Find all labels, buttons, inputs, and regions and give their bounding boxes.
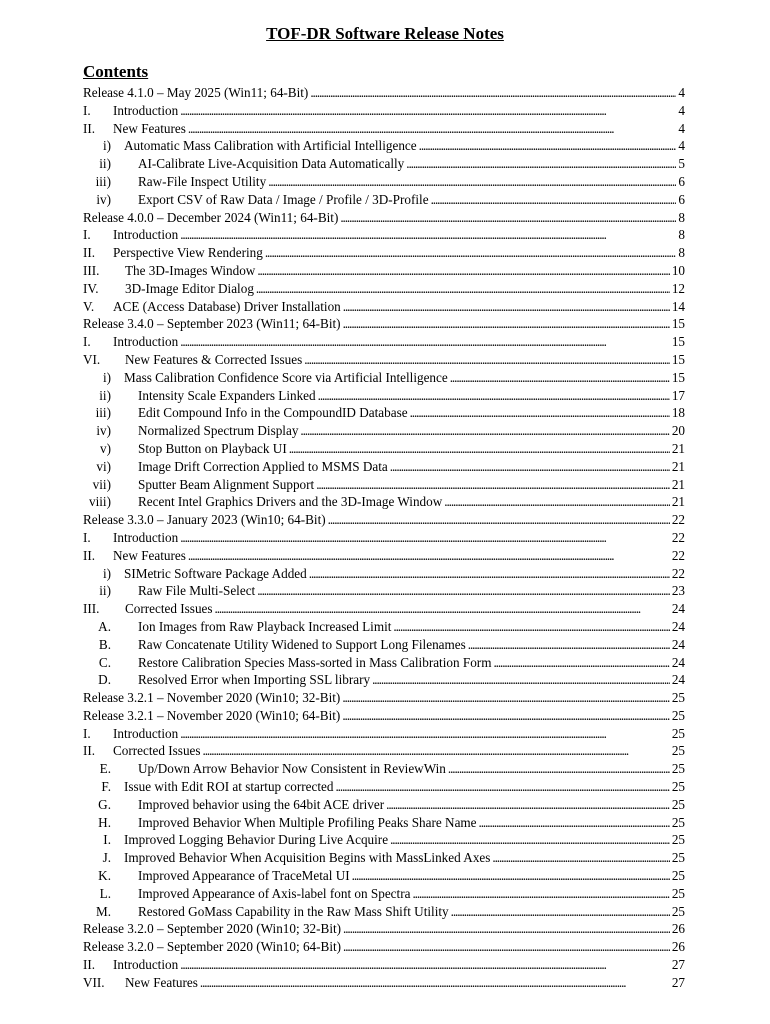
toc-entry[interactable] bbox=[83, 493, 685, 511]
toc-entry-number: ii) bbox=[99, 583, 111, 599]
toc-entry[interactable] bbox=[83, 831, 685, 849]
toc-page-number: 24 bbox=[671, 636, 685, 652]
toc-dot-leader bbox=[444, 493, 670, 511]
toc-page-number: 25 bbox=[671, 814, 685, 830]
document-title: TOF-DR Software Release Notes bbox=[266, 24, 504, 43]
toc-page-number: 21 bbox=[671, 476, 685, 492]
toc-page-number: 25 bbox=[671, 743, 685, 759]
toc-entry[interactable] bbox=[83, 920, 685, 938]
toc-entry-title: Release 3.2.0 – September 2020 (Win10; 64-Bit) bbox=[83, 939, 342, 955]
toc-dot-leader bbox=[256, 280, 670, 298]
toc-dot-leader bbox=[431, 191, 677, 209]
toc-entry-number: I. bbox=[83, 529, 91, 545]
toc-page-number: 10 bbox=[671, 262, 685, 278]
toc-entry-title: Corrected Issues bbox=[113, 743, 201, 759]
toc-entry-number: ii) bbox=[99, 387, 111, 403]
toc-entry-title: Export CSV of Raw Data / Image / Profile / 3D-Profile bbox=[138, 191, 429, 207]
toc-dot-leader bbox=[188, 547, 670, 565]
toc-page-number: 20 bbox=[671, 423, 685, 439]
toc-entry-number: G. bbox=[98, 796, 111, 812]
toc-entry-title: 3D-Image Editor Dialog bbox=[125, 280, 254, 296]
toc-entry-title: Release 4.0.0 – December 2024 (Win11; 64-Bit) bbox=[83, 209, 339, 225]
toc-dot-leader bbox=[410, 404, 670, 422]
toc-dot-leader bbox=[180, 226, 676, 244]
toc-page-number: 4 bbox=[678, 138, 685, 154]
toc-entry-title: Introduction bbox=[113, 102, 179, 118]
toc-entry[interactable] bbox=[83, 636, 685, 654]
toc-page-number: 15 bbox=[671, 316, 685, 332]
toc-page-number: 25 bbox=[671, 761, 685, 777]
toc-entry[interactable] bbox=[83, 155, 685, 173]
toc-page-number: 5 bbox=[678, 156, 685, 172]
toc-entry-title: Release 3.2.1 – November 2020 (Win10; 64-Bit) bbox=[83, 707, 341, 723]
toc-page-number: 24 bbox=[671, 618, 685, 634]
toc-dot-leader bbox=[300, 422, 669, 440]
toc-entry[interactable] bbox=[83, 974, 685, 992]
toc-entry[interactable] bbox=[83, 298, 685, 316]
toc-entry-title: Corrected Issues bbox=[125, 601, 213, 617]
toc-page-number: 22 bbox=[671, 512, 685, 528]
toc-entry[interactable] bbox=[83, 885, 685, 903]
toc-entry[interactable] bbox=[83, 191, 685, 209]
toc-entry-number: C. bbox=[98, 654, 111, 670]
toc-entry-number: VI. bbox=[83, 351, 101, 367]
toc-entry-number: I. bbox=[83, 227, 91, 243]
toc-entry[interactable] bbox=[83, 440, 685, 458]
toc-entry-number: i) bbox=[102, 138, 111, 154]
toc-dot-leader bbox=[265, 244, 677, 262]
toc-entry[interactable] bbox=[83, 725, 685, 743]
toc-entry-title: Release 4.1.0 – May 2025 (Win11; 64-Bit) bbox=[83, 85, 309, 100]
toc-entry-title: Up/Down Arrow Behavior Now Consistent in ReviewWin bbox=[138, 761, 446, 777]
toc-page-number: 26 bbox=[671, 939, 685, 955]
toc-page-number: 25 bbox=[671, 903, 685, 919]
toc-dot-leader bbox=[412, 885, 669, 903]
toc-page-number: 8 bbox=[678, 245, 685, 261]
toc-entry[interactable] bbox=[83, 173, 685, 191]
toc-entry[interactable] bbox=[83, 796, 685, 814]
toc-page-number: 21 bbox=[671, 458, 685, 474]
toc-entry[interactable] bbox=[83, 315, 685, 333]
toc-dot-leader bbox=[257, 262, 669, 280]
toc-entry-title: Raw Concatenate Utility Widened to Support Long Filenames bbox=[138, 636, 466, 652]
toc-page-number: 24 bbox=[671, 654, 685, 670]
toc-entry-number: I. bbox=[83, 725, 91, 741]
toc-page-number: 25 bbox=[671, 690, 685, 706]
toc-dot-leader bbox=[188, 120, 677, 138]
toc-entry-number: II. bbox=[83, 957, 96, 973]
toc-entry-title: Ion Images from Raw Playback Increased Limit bbox=[138, 618, 392, 634]
toc-entry-number: H. bbox=[98, 814, 111, 830]
toc-page-number: 6 bbox=[678, 173, 685, 189]
toc-entry-title: Resolved Error when Importing SSL library bbox=[138, 672, 371, 688]
toc-entry-number: I. bbox=[83, 102, 91, 118]
toc-entry-number: II. bbox=[83, 743, 96, 759]
toc-entry-number: B. bbox=[98, 636, 111, 652]
toc-dot-leader bbox=[257, 582, 670, 600]
toc-entry-title: Release 3.3.0 – January 2023 (Win10; 64-Bit) bbox=[83, 512, 326, 528]
toc-entry[interactable] bbox=[83, 120, 685, 138]
toc-entry-number: E. bbox=[99, 761, 111, 777]
toc-dot-leader bbox=[180, 529, 670, 547]
toc-page-number: 8 bbox=[678, 227, 685, 243]
toc-page-number: 4 bbox=[678, 120, 685, 136]
toc-entry[interactable] bbox=[83, 262, 685, 280]
toc-page-number: 25 bbox=[671, 850, 685, 866]
toc-dot-leader bbox=[419, 137, 677, 155]
toc-entry-title: Release 3.2.1 – November 2020 (Win10; 32-Bit) bbox=[83, 690, 341, 706]
toc-dot-leader bbox=[203, 742, 670, 760]
toc-entry-number: i) bbox=[102, 369, 111, 385]
toc-entry[interactable] bbox=[83, 849, 685, 867]
toc-page-number: 25 bbox=[671, 868, 685, 884]
toc-entry-title: Normalized Spectrum Display bbox=[138, 423, 299, 439]
toc-entry[interactable] bbox=[83, 671, 685, 689]
toc-entry[interactable] bbox=[83, 689, 685, 707]
toc-entry-title: Improved Logging Behavior During Live Acquire bbox=[124, 832, 389, 848]
toc-entry[interactable] bbox=[83, 387, 685, 405]
toc-dot-leader bbox=[343, 938, 670, 956]
toc-dot-leader bbox=[352, 867, 670, 885]
toc-entry[interactable] bbox=[83, 938, 685, 956]
toc-dot-leader bbox=[343, 315, 670, 333]
toc-entry-title: New Features bbox=[113, 547, 186, 563]
toc-page-number: 4 bbox=[678, 85, 685, 100]
toc-entry-number: viii) bbox=[89, 494, 111, 510]
toc-entry[interactable] bbox=[83, 226, 685, 244]
toc-entry[interactable] bbox=[83, 903, 685, 921]
toc-entry-title: Introduction bbox=[113, 227, 179, 243]
toc-entry-number: I. bbox=[83, 334, 91, 350]
toc-dot-leader bbox=[268, 173, 676, 191]
toc-dot-leader bbox=[451, 903, 670, 921]
toc-page-number: 25 bbox=[671, 796, 685, 812]
toc-entry-number: II. bbox=[83, 547, 96, 563]
toc-entry[interactable] bbox=[83, 280, 685, 298]
toc-dot-leader bbox=[340, 209, 676, 227]
toc-dot-leader bbox=[479, 814, 670, 832]
toc-page-number: 23 bbox=[671, 583, 685, 599]
toc-entry-number: M. bbox=[95, 903, 111, 919]
toc-entry-number: III. bbox=[83, 601, 100, 617]
toc-page-number: 22 bbox=[671, 547, 685, 563]
toc-dot-leader bbox=[386, 796, 670, 814]
toc-page-number: 25 bbox=[671, 725, 685, 741]
toc-page-number: 18 bbox=[671, 405, 685, 421]
toc-entry-title: Introduction bbox=[113, 957, 179, 973]
toc-entry[interactable] bbox=[83, 956, 685, 974]
toc-dot-leader bbox=[335, 778, 669, 796]
toc-entry-title: Introduction bbox=[113, 529, 179, 545]
toc-entry-title: New Features bbox=[125, 974, 198, 990]
toc-dot-leader bbox=[468, 636, 670, 654]
toc-entry[interactable] bbox=[83, 565, 685, 583]
toc-entry[interactable] bbox=[83, 422, 685, 440]
toc-entry[interactable] bbox=[83, 814, 685, 832]
toc-entry[interactable] bbox=[83, 404, 685, 422]
contents-heading: Contents bbox=[83, 62, 149, 81]
toc-dot-leader bbox=[493, 654, 669, 672]
toc-entry[interactable] bbox=[83, 333, 685, 351]
toc-entry[interactable] bbox=[83, 760, 685, 778]
toc-dot-leader bbox=[328, 511, 670, 529]
toc-entry[interactable] bbox=[83, 511, 685, 529]
toc-page-number: 24 bbox=[671, 601, 685, 617]
toc-page-number: 15 bbox=[671, 334, 685, 350]
toc-entry[interactable] bbox=[83, 137, 685, 155]
toc-entry-title: SIMetric Software Package Added bbox=[124, 565, 307, 581]
toc-dot-leader bbox=[448, 760, 670, 778]
toc-dot-leader bbox=[342, 707, 670, 725]
toc-dot-leader bbox=[180, 956, 670, 974]
toc-entry-title: Introduction bbox=[113, 334, 179, 350]
toc-entry-number: v) bbox=[100, 440, 111, 456]
toc-page-number: 15 bbox=[671, 351, 685, 367]
toc-dot-leader bbox=[450, 369, 670, 387]
toc-dot-leader bbox=[215, 600, 670, 618]
toc-entry-number: L. bbox=[99, 885, 111, 901]
toc-entry-number: V. bbox=[83, 298, 95, 314]
toc-dot-leader bbox=[318, 387, 670, 405]
toc-entry[interactable] bbox=[83, 209, 685, 227]
toc-dot-leader bbox=[316, 476, 670, 494]
toc-page-number: 15 bbox=[671, 369, 685, 385]
toc-entry-title: Improved Behavior When Multiple Profiling Peaks Share Name bbox=[138, 814, 477, 830]
toc-entry[interactable] bbox=[83, 84, 685, 102]
toc-dot-leader bbox=[200, 974, 670, 992]
toc-entry-title: Image Drift Correction Applied to MSMS Data bbox=[138, 458, 388, 474]
toc-entry-title: Introduction bbox=[113, 725, 179, 741]
toc-page-number: 25 bbox=[671, 885, 685, 901]
toc-entry-number: vi) bbox=[96, 458, 111, 474]
toc-entry-number: II. bbox=[83, 120, 96, 136]
toc-entry-title: Restore Calibration Species Mass-sorted in Mass Calibration Form bbox=[138, 654, 492, 670]
toc-entry-title: ACE (Access Database) Driver Installation bbox=[113, 298, 341, 314]
toc-entry-number: IV. bbox=[83, 280, 99, 296]
toc-dot-leader bbox=[492, 849, 669, 867]
toc-dot-leader bbox=[309, 565, 670, 583]
toc-dot-leader bbox=[406, 155, 676, 173]
toc-entry-number: iii) bbox=[95, 173, 111, 189]
toc-entry[interactable] bbox=[83, 476, 685, 494]
toc-entry-title: Improved behavior using the 64bit ACE driver bbox=[138, 796, 385, 812]
toc-entry[interactable] bbox=[83, 244, 685, 262]
toc-page-number: 8 bbox=[678, 209, 685, 225]
toc-entry-title: Stop Button on Playback UI bbox=[138, 440, 287, 456]
toc-page-number: 25 bbox=[671, 707, 685, 723]
toc-entry-title: AI-Calibrate Live-Acquisition Data Automatically bbox=[138, 156, 405, 172]
toc-entry-number: i) bbox=[102, 565, 111, 581]
table-of-contents bbox=[83, 84, 685, 992]
toc-entry-title: Raw File Multi-Select bbox=[138, 583, 256, 599]
toc-entry-title: Restored GoMass Capability in the Raw Mass Shift Utility bbox=[138, 903, 449, 919]
toc-entry[interactable] bbox=[83, 351, 685, 369]
toc-entry-number: ii) bbox=[99, 156, 111, 172]
toc-entry-title: Edit Compound Info in the CompoundID Database bbox=[138, 405, 408, 421]
toc-entry-number: F. bbox=[101, 779, 111, 795]
toc-entry[interactable] bbox=[83, 369, 685, 387]
toc-entry-number: II. bbox=[83, 245, 96, 261]
toc-entry-title: Improved Appearance of TraceMetal UI bbox=[138, 868, 350, 884]
toc-entry[interactable] bbox=[83, 529, 685, 547]
toc-entry-number: vii) bbox=[92, 476, 111, 492]
toc-entry-number: iv) bbox=[96, 423, 111, 439]
toc-entry[interactable] bbox=[83, 458, 685, 476]
toc-page-number: 17 bbox=[671, 387, 685, 403]
toc-entry[interactable] bbox=[83, 654, 685, 672]
toc-entry-title: Recent Intel Graphics Drivers and the 3D-Image Window bbox=[138, 494, 443, 510]
toc-page-number: 26 bbox=[671, 921, 685, 937]
toc-entry-title: Raw-File Inspect Utility bbox=[138, 173, 267, 189]
toc-dot-leader bbox=[343, 920, 670, 938]
toc-entry-title: Sputter Beam Alignment Support bbox=[138, 476, 315, 492]
toc-page-number: 22 bbox=[671, 529, 685, 545]
toc-dot-leader bbox=[180, 725, 670, 743]
toc-entry[interactable] bbox=[83, 867, 685, 885]
toc-page-number: 22 bbox=[671, 565, 685, 581]
toc-page-number: 21 bbox=[671, 494, 685, 510]
toc-page-number: 4 bbox=[678, 102, 685, 118]
toc-entry-number: iii) bbox=[95, 405, 111, 421]
toc-entry-number: VII. bbox=[83, 974, 105, 990]
toc-dot-leader bbox=[304, 351, 670, 369]
toc-entry-number: iv) bbox=[96, 191, 111, 207]
toc-entry[interactable] bbox=[83, 778, 685, 796]
toc-entry-title: The 3D-Images Window bbox=[125, 262, 256, 278]
toc-page-number: 12 bbox=[671, 280, 685, 296]
toc-entry-number: A. bbox=[98, 618, 111, 634]
toc-entry[interactable] bbox=[83, 600, 685, 618]
toc-page-number: 14 bbox=[671, 298, 685, 314]
toc-dot-leader bbox=[180, 102, 676, 120]
toc-page-number: 27 bbox=[671, 957, 685, 973]
toc-entry-number: J. bbox=[102, 850, 111, 866]
toc-entry-number: K. bbox=[98, 868, 111, 884]
toc-dot-leader bbox=[390, 458, 670, 476]
toc-dot-leader bbox=[372, 671, 670, 689]
toc-entry-title: Mass Calibration Confidence Score via Artificial Intelligence bbox=[124, 369, 448, 385]
toc-page-number: 21 bbox=[671, 440, 685, 456]
toc-dot-leader bbox=[342, 689, 670, 707]
toc-entry[interactable] bbox=[83, 707, 685, 725]
toc-entry-title: Intensity Scale Expanders Linked bbox=[138, 387, 316, 403]
toc-entry-title: Improved Appearance of Axis-label font on Spectra bbox=[138, 885, 411, 901]
toc-page-number: 25 bbox=[671, 832, 685, 848]
toc-entry-number: I. bbox=[103, 832, 111, 848]
toc-entry[interactable] bbox=[83, 547, 685, 565]
toc-entry-title: New Features & Corrected Issues bbox=[125, 351, 303, 367]
toc-entry[interactable] bbox=[83, 742, 685, 760]
toc-entry-title: Issue with Edit ROI at startup corrected bbox=[124, 779, 334, 795]
toc-page-number: 6 bbox=[678, 191, 685, 207]
toc-entry-title: Automatic Mass Calibration with Artificial Intelligence bbox=[124, 138, 417, 154]
toc-entry-title: New Features bbox=[113, 120, 186, 136]
toc-entry-title: Release 3.4.0 – September 2023 (Win11; 64-Bit) bbox=[83, 316, 341, 332]
toc-entry-title: Release 3.2.0 – September 2020 (Win10; 32-Bit) bbox=[83, 921, 342, 937]
toc-entry[interactable] bbox=[83, 582, 685, 600]
toc-page-number: 24 bbox=[671, 672, 685, 688]
toc-dot-leader bbox=[343, 298, 670, 316]
toc-entry-number: D. bbox=[98, 672, 111, 688]
toc-entry[interactable] bbox=[83, 618, 685, 636]
toc-dot-leader bbox=[393, 618, 669, 636]
toc-page-number: 25 bbox=[671, 779, 685, 795]
toc-dot-leader bbox=[180, 333, 670, 351]
toc-entry[interactable] bbox=[83, 102, 685, 120]
toc-page-number: 27 bbox=[671, 974, 685, 990]
toc-dot-leader bbox=[289, 440, 670, 458]
toc-dot-leader bbox=[390, 831, 670, 849]
toc-entry-number: III. bbox=[83, 262, 100, 278]
toc-entry-title: Perspective View Rendering bbox=[113, 245, 263, 261]
toc-dot-leader bbox=[310, 84, 676, 102]
toc-entry-title: Improved Behavior When Acquisition Begins with MassLinked Axes bbox=[124, 850, 491, 866]
